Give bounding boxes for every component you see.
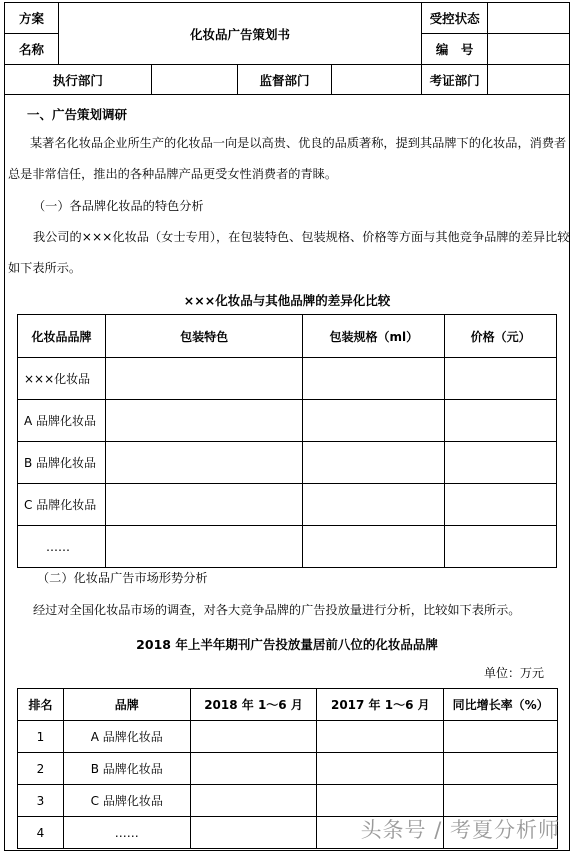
price-cell[interactable]	[445, 442, 557, 484]
rank-cell: 4	[18, 817, 64, 849]
table2-unit: 单位：万元	[483, 666, 544, 680]
supervise-dept-label: 监督部门	[237, 65, 332, 95]
spec-cell[interactable]	[303, 484, 445, 526]
rank-cell: 3	[18, 785, 64, 817]
spec-cell[interactable]	[303, 400, 445, 442]
control-status-label: 受控状态	[422, 3, 488, 34]
exec-dept-label: 执行部门	[5, 65, 152, 95]
growth-cell[interactable]	[444, 785, 558, 817]
table-row	[18, 400, 557, 442]
number-field[interactable]	[488, 34, 570, 65]
subsection2-para: 经过对全国化妆品市场的调查，对各大竞争品牌的广告投放量进行分析，比较如下表所示。	[33, 603, 521, 617]
packaging-cell[interactable]	[105, 526, 303, 568]
verify-dept-label: 考证部门	[422, 65, 488, 95]
table-row	[18, 753, 558, 785]
brand-cell: B 品牌化妆品	[18, 442, 106, 484]
value-2018-cell[interactable]	[190, 785, 317, 817]
growth-cell[interactable]	[444, 753, 558, 785]
section1-para-line1: 某著名化妆品企业所生产的化妆品一向是以高贵、优良的品质著称，提到其品牌下的化妆品，消费者	[30, 136, 567, 150]
spec-cell[interactable]	[303, 526, 445, 568]
brand-cell: A 品牌化妆品	[18, 400, 106, 442]
brand-comparison-table	[17, 314, 557, 568]
table-row	[18, 442, 557, 484]
table1-header-row	[18, 315, 557, 358]
watermark: 头条号 / 考夏分析师	[360, 818, 560, 842]
price-cell[interactable]	[445, 400, 557, 442]
table2-header-rank: 排名	[18, 689, 64, 721]
brand-cell: C 品牌化妆品	[18, 484, 106, 526]
section1-heading: 一、广告策划调研	[27, 107, 128, 122]
subsection1-line1: 我公司的×××化妆品（女士专用），在包装特色、包装规格、价格等方面与其他竞争品牌的差异比较	[33, 230, 570, 244]
table2-header-row	[18, 689, 558, 721]
value-2018-cell[interactable]	[190, 721, 317, 753]
spec-cell[interactable]	[303, 358, 445, 400]
table2-header-2018: 2018 年 1～6 月	[190, 689, 317, 721]
table-row	[18, 484, 557, 526]
rank-cell: 2	[18, 753, 64, 785]
brand-cell: ……	[63, 817, 190, 849]
table-row	[18, 721, 558, 753]
packaging-cell[interactable]	[105, 358, 303, 400]
price-cell[interactable]	[445, 484, 557, 526]
brand-cell: B 品牌化妆品	[63, 753, 190, 785]
packaging-cell[interactable]	[105, 484, 303, 526]
table1-header-price: 价格（元）	[445, 315, 557, 358]
table2-header-brand: 品牌	[63, 689, 190, 721]
scheme-label: 方案	[5, 3, 59, 34]
control-status-field[interactable]	[488, 3, 570, 34]
number-label: 编 号	[422, 34, 488, 65]
brand-cell: ……	[18, 526, 106, 568]
spec-cell[interactable]	[303, 442, 445, 484]
table2-title: 2018 年上半年期刊广告投放量居前八位的化妆品品牌	[136, 637, 438, 652]
table1-title: ×××化妆品与其他品牌的差异化比较	[183, 293, 391, 308]
verify-dept-field[interactable]	[488, 65, 570, 95]
value-2017-cell[interactable]	[317, 753, 444, 785]
table2-header-2017: 2017 年 1～6 月	[317, 689, 444, 721]
price-cell[interactable]	[445, 358, 557, 400]
price-cell[interactable]	[445, 526, 557, 568]
rank-cell: 1	[18, 721, 64, 753]
growth-cell[interactable]	[444, 721, 558, 753]
value-2018-cell[interactable]	[190, 753, 317, 785]
brand-cell: ×××化妆品	[18, 358, 106, 400]
value-2018-cell[interactable]	[190, 817, 317, 849]
section1-para-line2: 总是非常信任，推出的各种品牌产品更受女性消费者的青睐。	[8, 167, 338, 181]
table2-header-growth: 同比增长率（%）	[444, 689, 558, 721]
subsection1-heading: （一）各品牌化妆品的特色分析	[33, 199, 204, 213]
table1-header-brand: 化妆品品牌	[18, 315, 106, 358]
table-row	[18, 785, 558, 817]
supervise-dept-field[interactable]	[332, 65, 422, 95]
value-2017-cell[interactable]	[317, 721, 444, 753]
subsection2-heading: （二）化妆品广告市场形势分析	[37, 571, 208, 585]
table-row	[18, 526, 557, 568]
packaging-cell[interactable]	[105, 442, 303, 484]
packaging-cell[interactable]	[105, 400, 303, 442]
name-label: 名称	[5, 34, 59, 65]
table-row	[18, 358, 557, 400]
document-title: 化妆品广告策划书	[58, 3, 421, 65]
exec-dept-field[interactable]	[151, 65, 237, 95]
brand-cell: C 品牌化妆品	[63, 785, 190, 817]
table1-header-spec: 包装规格（ml）	[303, 315, 445, 358]
value-2017-cell[interactable]	[317, 785, 444, 817]
header-form	[4, 2, 570, 95]
subsection1-line2: 如下表所示。	[8, 261, 82, 275]
table1-header-packaging: 包装特色	[105, 315, 303, 358]
brand-cell: A 品牌化妆品	[63, 721, 190, 753]
